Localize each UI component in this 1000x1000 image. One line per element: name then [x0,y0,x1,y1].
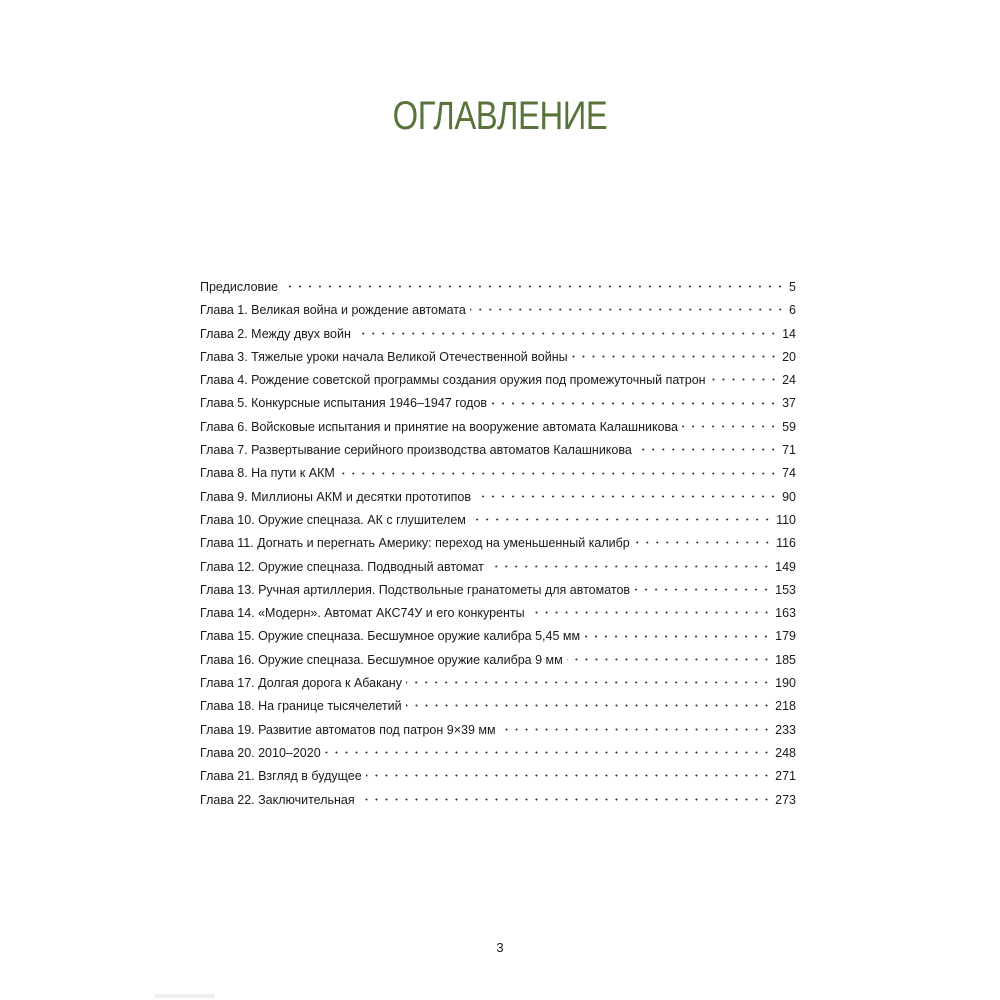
toc-entry[interactable] [200,439,796,462]
toc-entry-page: 74 [782,466,796,481]
toc-entry[interactable] [200,625,796,648]
toc-entry-page: 149 [775,559,796,574]
toc-entry-page: 5 [789,280,796,294]
toc-entry-page: 273 [775,792,796,807]
scan-artifact [155,994,215,998]
toc-entry-page: 90 [782,489,796,504]
toc-entry-title: Глава 7. Развертывание серийного производства автоматов Калашникова [200,443,632,458]
dot-leader [567,658,771,661]
toc-entry-title: Глава 14. «Модерн». Автомат АКС74У и его конкуренты [200,606,525,621]
toc-entry-page: 110 [776,512,796,527]
dot-leader [359,798,772,801]
dot-leader [710,378,779,381]
page-title: ОГЛАВЛЕНИЕ [392,94,608,138]
dot-leader [491,402,778,405]
toc-entry-title: Глава 2. Между двух войн [200,326,351,341]
toc-entry[interactable] [200,556,796,579]
toc-entry-page: 59 [782,419,796,434]
toc-entry-page: 153 [775,582,796,597]
dot-leader [339,472,778,475]
toc-entry-page: 116 [776,536,796,551]
toc-entry-title: Глава 5. Конкурсные испытания 1946–1947 годов [200,396,488,411]
toc-entry-title: Глава 15. Оружие спецназа. Бесшумное оружие калибра 5,45 мм [200,629,581,644]
toc-entry-title: Глава 20. 2010–2020 [200,745,321,760]
dot-leader [584,635,771,638]
toc-entry[interactable] [200,719,796,742]
toc-entry-page: 37 [782,396,796,411]
toc-entry-title: Глава 4. Рождение советской программы создания оружия под промежуточный патрон [200,373,706,388]
toc-entry-title: Глава 16. Оружие спецназа. Бесшумное оружие калибра 9 мм [200,652,563,667]
toc-entry[interactable] [200,416,796,439]
toc-entry-title: Глава 12. Оружие спецназа. Подводный автомат [200,559,484,574]
table-of-contents [200,276,796,812]
toc-entry-page: 248 [775,745,796,760]
toc-entry-title: Глава 21. Взгляд в будущее [200,769,362,784]
toc-entry-page: 71 [782,443,796,458]
toc-entry[interactable] [200,462,796,485]
toc-entry-page: 24 [782,373,796,388]
toc-entry-page: 6 [789,303,796,318]
toc-entry[interactable] [200,602,796,625]
toc-entry[interactable] [200,486,796,509]
toc-entry[interactable] [200,672,796,695]
toc-entry-title: Глава 3. Тяжелые уроки начала Великой Отечественной войны [200,349,568,364]
toc-entry[interactable] [200,299,796,322]
dot-leader [470,308,785,311]
page-number: 3 [496,940,504,955]
toc-entry-title: Глава 9. Миллионы АКМ и десятки прототипов [200,489,472,504]
dot-leader [636,448,778,451]
toc-entry[interactable] [200,276,796,299]
toc-entry[interactable] [200,765,796,788]
toc-entry-page: 14 [782,326,796,341]
toc-entry[interactable] [200,532,796,555]
dot-leader [470,518,772,521]
toc-entry-page: 271 [775,769,796,784]
toc-entry[interactable] [200,392,796,415]
toc-entry[interactable] [200,579,796,602]
toc-entry[interactable] [200,323,796,346]
toc-entry-title: Глава 10. Оружие спецназа. АК с глушителем [200,512,466,527]
dot-leader [355,332,778,335]
toc-entry-title: Глава 18. На границе тысячелетий [200,699,402,714]
toc-entry[interactable] [200,346,796,369]
toc-entry[interactable] [200,649,796,672]
toc-entry-title: Глава 6. Войсковые испытания и принятие на вооружение автомата Калашникова [200,419,678,434]
toc-entry-page: 190 [775,676,796,691]
dot-leader [529,611,772,614]
dot-leader [366,774,771,777]
toc-entry-title: Глава 19. Развитие автоматов под патрон 9×39 мм [200,722,496,737]
dot-leader [500,728,772,731]
dot-leader [282,285,785,288]
toc-entry[interactable] [200,789,796,812]
toc-entry-title: Глава 11. Догнать и перегнать Америку: переход на уменьшенный калибр [200,536,630,551]
dot-leader [634,588,771,591]
toc-entry-title: Глава 1. Великая война и рождение автомата [200,303,466,318]
dot-leader [475,495,778,498]
toc-entry[interactable] [200,695,796,718]
toc-entry-page: 218 [775,699,796,714]
toc-entry-page: 185 [775,652,796,667]
toc-entry[interactable] [200,742,796,765]
dot-leader [572,355,779,358]
toc-entry-page: 179 [775,629,796,644]
dot-leader [406,681,771,684]
toc-entry-title: Глава 13. Ручная артиллерия. Подствольные гранатометы для автоматов [200,582,631,597]
toc-entry-page: 233 [775,722,796,737]
dot-leader [406,704,772,707]
toc-entry-title: Глава 8. На пути к АКМ [200,466,335,481]
toc-entry-title: Глава 22. Заключительная [200,792,355,807]
toc-entry[interactable] [200,509,796,532]
toc-entry-title: Глава 17. Долгая дорога к Абакану [200,676,402,691]
dot-leader [682,425,778,428]
toc-entry-title: Предисловие [200,280,279,294]
toc-entry[interactable] [200,369,796,392]
toc-entry-page: 20 [782,349,796,364]
dot-leader [634,541,772,544]
dot-leader [325,751,771,754]
toc-entry-page: 163 [775,606,796,621]
dot-leader [488,565,771,568]
